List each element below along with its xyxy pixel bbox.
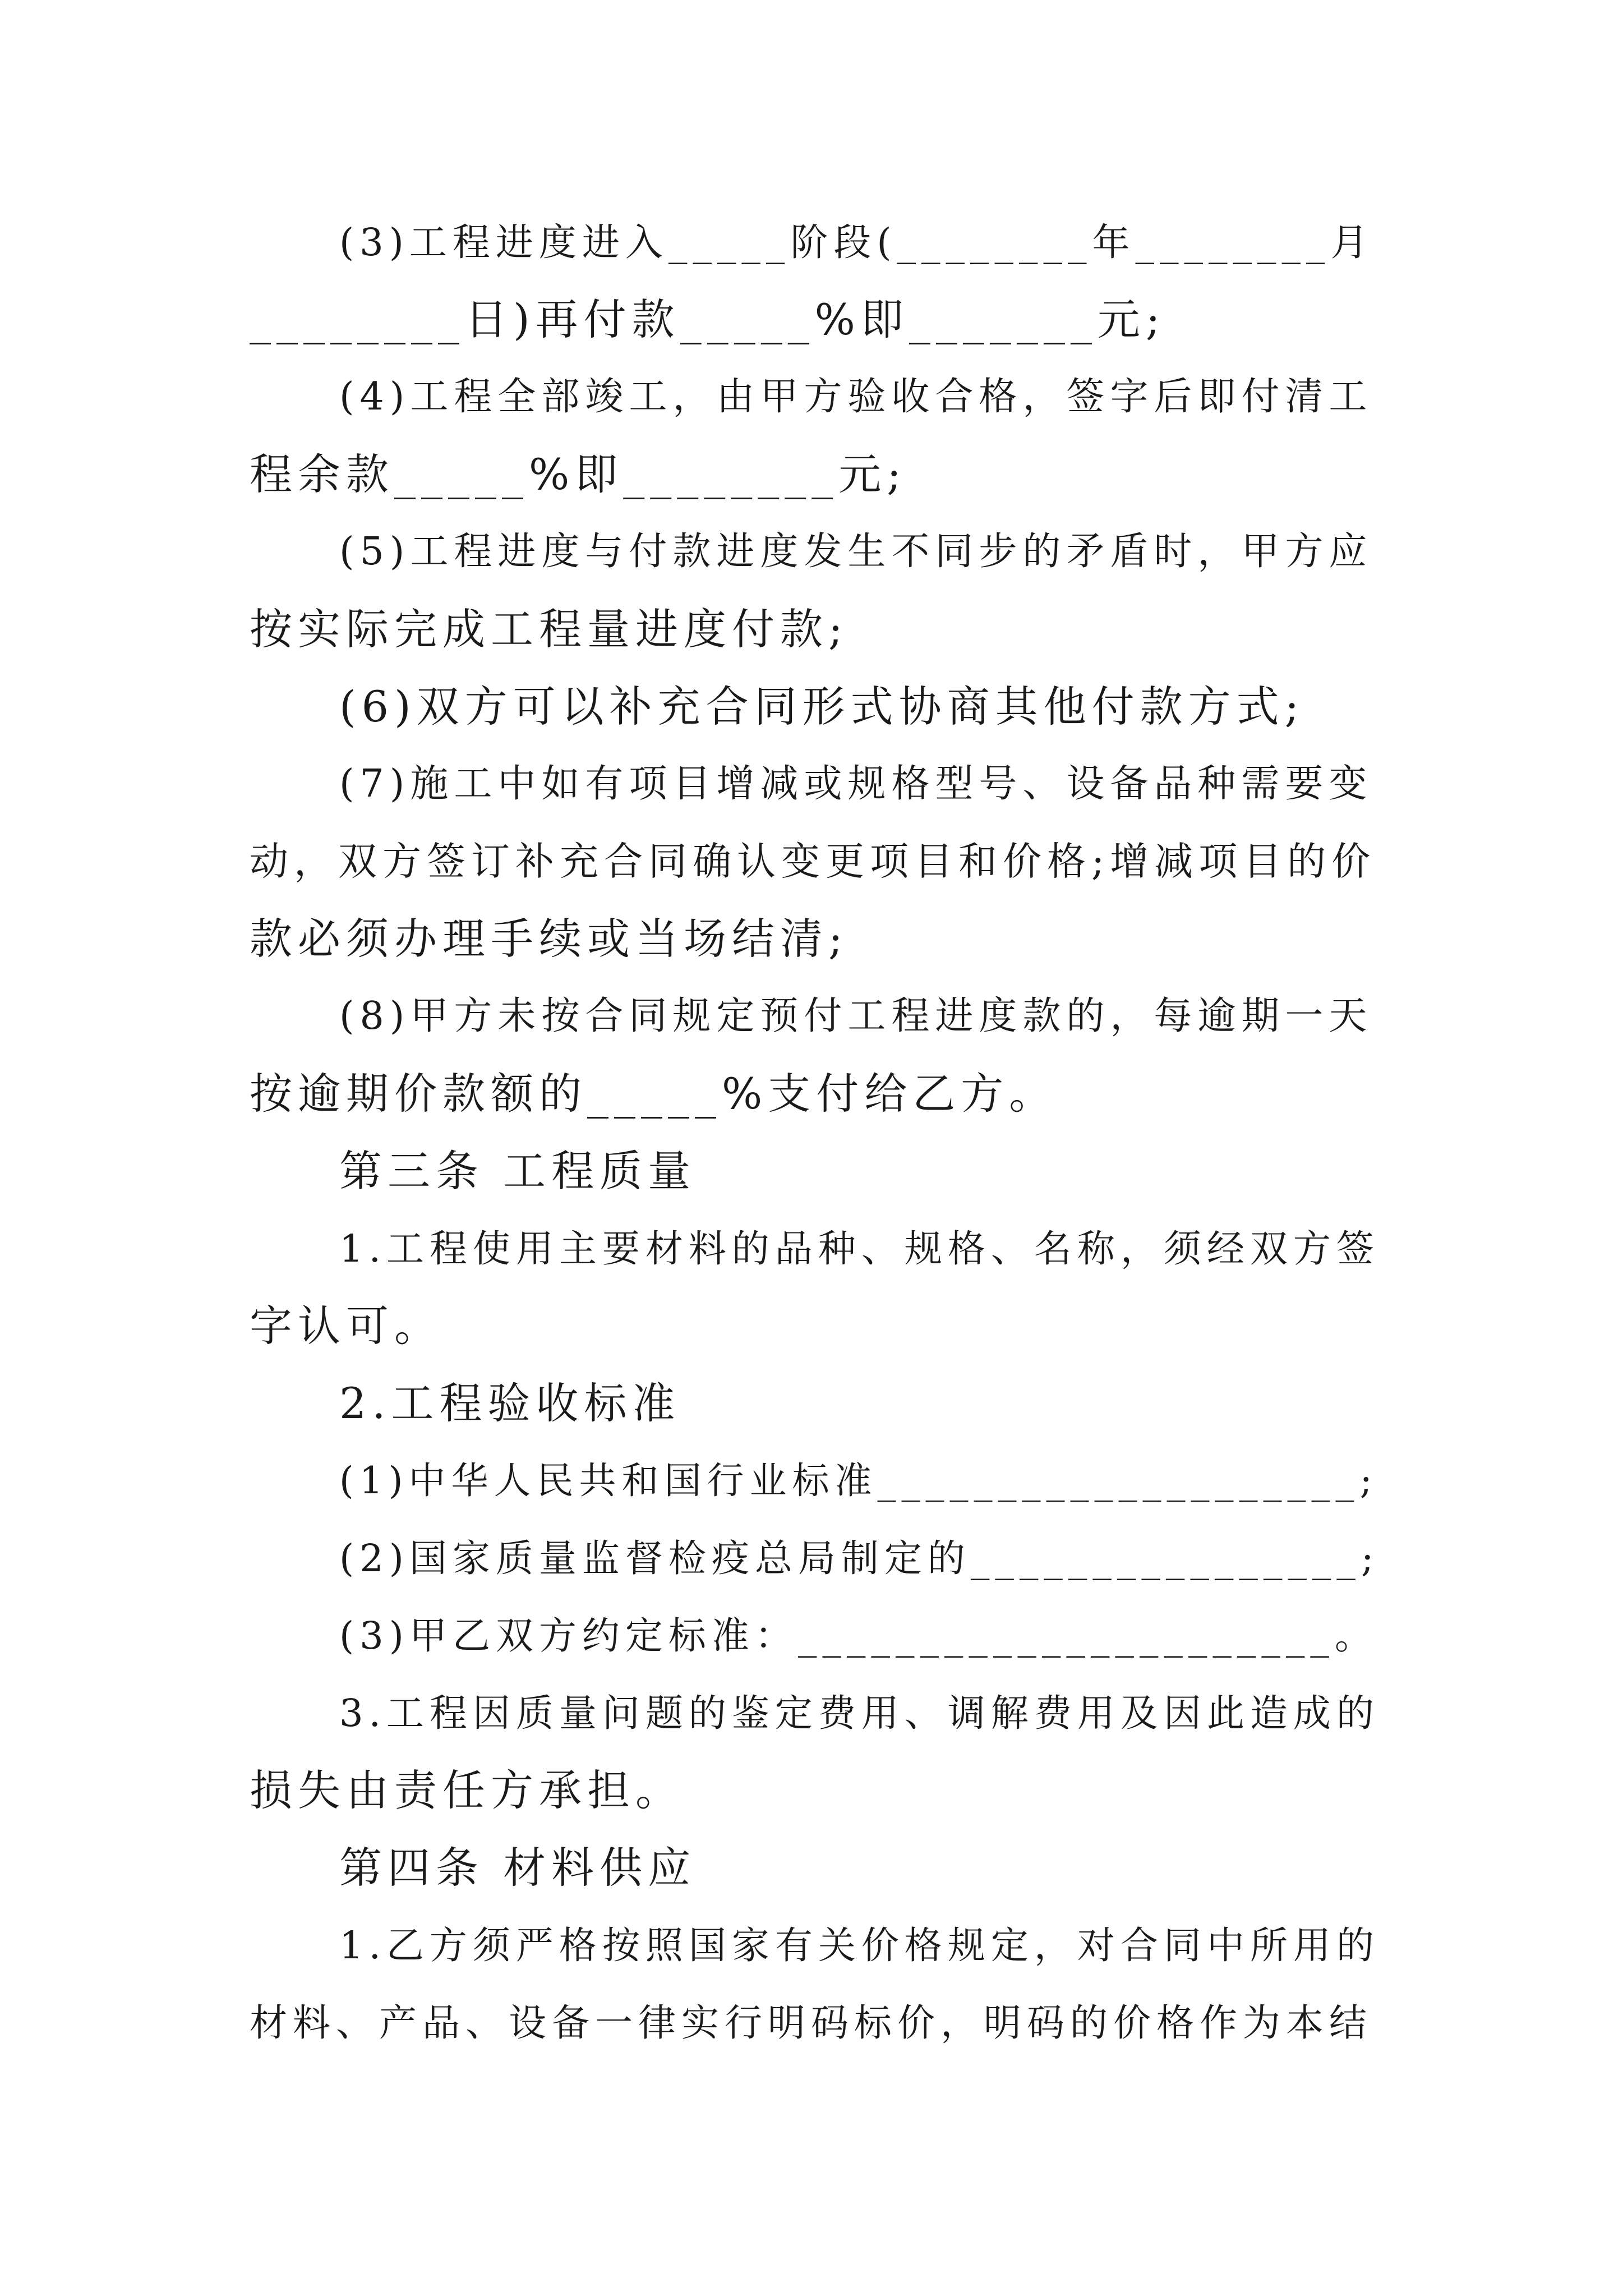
text-line: 字认可。 xyxy=(250,1301,442,1351)
text-line: 2.工程验收标准 xyxy=(339,1378,681,1428)
text-line: (8)甲方未按合同规定预付工程进度款的，每逾期一天 xyxy=(339,994,1373,1038)
text-line: 程余款_____%即________元; xyxy=(250,449,907,499)
text-line: (5)工程进度与付款进度发生不同步的矛盾时，甲方应 xyxy=(339,530,1373,574)
text-line: (3)工程进度进入_____阶段(________年________月 xyxy=(339,220,1374,264)
text-line: (1)中华人民共和国行业标准____________________; xyxy=(339,1459,1378,1502)
text-line: (6)双方可以补充合同形式协商其他付款方式; xyxy=(339,682,1305,731)
text-line: 损失由责任方承担。 xyxy=(250,1765,684,1815)
section-heading: 第三条 工程质量 xyxy=(339,1146,697,1196)
section-heading: 第四条 材料供应 xyxy=(339,1843,697,1893)
text-line: 3.工程因质量问题的鉴定费用、调解费用及因此造成的 xyxy=(339,1691,1380,1735)
text-line: 按逾期价款额的_____%支付给乙方。 xyxy=(250,1069,1058,1119)
text-line: (7)施工中如有项目增减或规格型号、设备品种需要变 xyxy=(339,762,1373,806)
text-line: 1.乙方须严格按照国家有关价格规定，对合同中所用的 xyxy=(339,1924,1380,1967)
text-line: ________日)再付款_____%即_______元; xyxy=(250,295,1166,344)
text-line: (3)甲乙双方约定标准：______________________。 xyxy=(339,1614,1378,1658)
text-line: 按实际完成工程量进度付款; xyxy=(250,604,849,654)
text-line: (2)国家质量监督检疫总局制定的________________; xyxy=(339,1536,1380,1580)
text-line: 动，双方签订补充合同确认变更项目和价格;增减项目的价 xyxy=(250,839,1376,884)
text-line: 款必须办理手续或当场结清; xyxy=(250,914,849,964)
text-line: 1.工程使用主要材料的品种、规格、名称，须经双方签 xyxy=(339,1227,1380,1271)
text-line: 材料、产品、设备一律实行明码标价，明码的价格作为本结 xyxy=(250,2001,1372,2045)
text-line: (4)工程全部竣工，由甲方验收合格，签字后即付清工 xyxy=(339,375,1373,419)
